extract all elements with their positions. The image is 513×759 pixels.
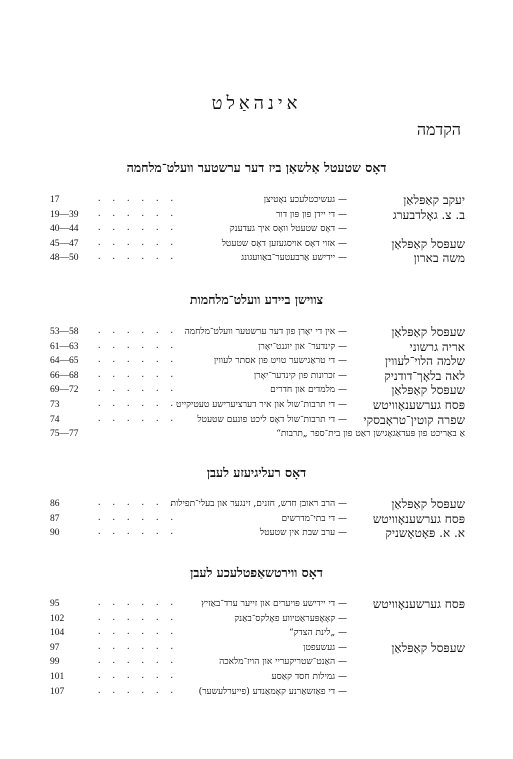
entry-title: — האַנט־שטריקעריי און הויז־מלאכה: [219, 657, 347, 668]
entry-author: פּסח גערשענאָוויטש: [372, 511, 465, 526]
entry-title: — זכרונות פון קינדער־יאָרן: [253, 370, 347, 381]
leader-dots: ......: [98, 526, 185, 538]
entry-title: — געשעפטן: [303, 642, 347, 653]
toc-row: [50, 497, 465, 511]
leader-dots: ......: [98, 611, 185, 623]
page-numbers: 17: [50, 195, 60, 205]
page-numbers: 87: [50, 513, 60, 524]
leader-dots: ......: [98, 251, 185, 263]
entry-author: שעפּסל קאַפּלאַן: [391, 383, 465, 398]
entry-title: אַ באַריכט פון פּעדאַגאָגישן ראַט פון בית־ספר „תרבות“: [276, 429, 465, 440]
page-numbers: 64—65: [50, 356, 79, 367]
page-numbers: 95: [50, 599, 60, 609]
page-numbers: 74: [50, 414, 60, 425]
entry-author: משה בארון: [413, 251, 465, 266]
leader-dots: ......: [98, 655, 185, 667]
toc-row: [50, 193, 465, 207]
leader-dots: ......: [98, 412, 185, 424]
toc-row: [50, 340, 465, 354]
page-numbers: 101: [50, 672, 65, 682]
toc-row: [50, 655, 465, 669]
entry-title: — די יידן פון פּון דור: [275, 209, 347, 220]
entry-author: פּסח גערשענאָוויטש: [372, 398, 465, 412]
toc-row: [50, 526, 465, 540]
leader-dots: ......: [98, 207, 185, 219]
entry-title: — אין די יאָרן פון דער ערשטער וועלט־מלחמה: [184, 327, 347, 337]
entry-title: — הרב ראובן חדש, חזנים, זינגער און בעלי־תפילות: [170, 499, 347, 509]
toc-row: [50, 685, 465, 699]
page-numbers: 73: [50, 400, 60, 410]
toc-row: [50, 398, 465, 412]
toc-row: [50, 641, 465, 655]
leader-dots: ......: [98, 597, 185, 608]
entry-author: לאה בלאָך־דודניק: [384, 368, 465, 383]
toc-row: [50, 354, 465, 368]
page-numbers: 19—39: [50, 209, 79, 220]
toc-row: [50, 325, 465, 339]
section-heading: צווישן ביידע וועלט־מלחמות: [189, 292, 324, 307]
page-numbers: 40—44: [50, 224, 79, 235]
leader-dots: ......: [98, 684, 185, 696]
leader-dots: ......: [98, 368, 185, 380]
entry-title: — די יידישע פּויערים און זייער ערד־באַזיץ: [201, 599, 347, 609]
leader-dots: ......: [98, 640, 185, 652]
page-numbers: 61—63: [50, 341, 79, 352]
toc-row: [50, 369, 465, 383]
leader-dots: ......: [98, 670, 185, 681]
page-numbers: 86: [50, 499, 60, 509]
entry-author: שעפּסל קאַפּלאַן: [391, 497, 465, 511]
entry-author: שעפּסל קאַפּלאַן: [391, 640, 465, 655]
toc-row: [50, 512, 465, 526]
entry-title: — „לינת הצדק“: [288, 628, 347, 639]
toc-row: [50, 626, 465, 640]
entry-author: פּסח גערשענאָוויטש: [372, 597, 465, 611]
section-heading: דאָס ווירטשאַפטלעכע לעבן: [190, 565, 323, 580]
page-numbers: 102: [50, 613, 65, 624]
section-heading: דאָס רעליגיעזע לעבן: [206, 465, 307, 480]
leader-dots: ......: [98, 193, 185, 204]
page-numbers: 97: [50, 642, 60, 653]
toc-row: [50, 251, 465, 265]
entry-title: — די תרבות־שול און איר דערציערישע טעטיקייט: [176, 400, 347, 410]
page-numbers: 75—77: [50, 429, 79, 440]
entry-title: — די תרבות־שול דאָס ליכט פונעם שטעטל: [197, 414, 347, 425]
entry-title: — גמילות חסד קאַסע: [271, 672, 347, 682]
toc-row: [50, 208, 465, 222]
entry-author: שעפּסל קאַפּלאַן: [391, 325, 465, 339]
entry-author: שפרה קוטין־טראָבסקי: [363, 412, 465, 427]
toc-row: [50, 597, 465, 611]
toc-row: [50, 222, 465, 236]
entry-author: שעפּסל קאַפּלאַן: [391, 236, 465, 251]
entry-title: — געשיכטלעכע נאָטיצן: [263, 195, 347, 205]
leader-dots: ......: [98, 398, 185, 409]
section-heading: דאָס שטעטל אַלשאַן ביז דער ערשטער וועלט־מלחמה: [126, 160, 387, 175]
page-numbers: 69—72: [50, 385, 79, 396]
entry-author: אריה גרשוני: [409, 339, 465, 354]
leader-dots: ......: [98, 339, 185, 351]
entry-title: — די טראַגישער טויט פון אסתר לעווין: [213, 356, 347, 367]
toc-row: [50, 427, 465, 441]
leader-dots: ......: [98, 497, 185, 508]
toc-row: [50, 612, 465, 626]
entry-title: — דאָס שטעטל וואָס איך געדענק: [229, 224, 347, 235]
entry-author: שלמה הלוי־לעווין: [384, 354, 465, 369]
leader-dots: ......: [98, 354, 185, 366]
toc-row: [50, 670, 465, 684]
page-numbers: 48—50: [50, 253, 79, 264]
toc-row: [50, 383, 465, 397]
leader-dots: ......: [98, 626, 185, 638]
entry-title: — יידישע אַרבעטער־באַוועגונג: [241, 253, 347, 264]
page-title: אינהאַלט: [211, 93, 302, 114]
entry-title: — אזוי דאָס אויסגעזען דאָס שטעטל: [221, 238, 347, 249]
page-numbers: 53—58: [50, 327, 79, 337]
leader-dots: ......: [98, 325, 185, 336]
entry-title: — די פאַזשאַרנע קאָמאַנדע (פייערלעשער): [198, 686, 347, 697]
toc-row: [50, 237, 465, 251]
leader-dots: ......: [98, 511, 185, 523]
page-numbers: 90: [50, 528, 60, 539]
leader-dots: ......: [98, 236, 185, 248]
entry-author: ב. צ. גאָלדבערג: [392, 207, 465, 222]
toc-row: [50, 413, 465, 427]
entry-title: — קינדער־ און יוגנט־יאָרן: [258, 341, 347, 352]
leader-dots: ......: [98, 383, 185, 395]
leader-dots: ......: [98, 222, 185, 234]
page-numbers: 45—47: [50, 238, 79, 249]
entry-author: א. א. פּאָטאָשניק: [385, 526, 465, 541]
entry-title: — קאָאָפּעראַטיווע פאָלקס־באַנק: [234, 613, 347, 624]
entry-title: — מלמדים און חדרים: [270, 385, 347, 396]
intro-heading: הקדמה: [416, 120, 461, 139]
page-numbers: 107: [50, 686, 65, 697]
page-numbers: 104: [50, 628, 65, 639]
page-numbers: 66—68: [50, 370, 79, 381]
entry-author: יעקב קאַפּלאַן: [403, 193, 465, 207]
entry-title: — ערב שבת אין שטעטל: [259, 528, 347, 539]
page-numbers: 99: [50, 657, 60, 668]
entry-title: — די בתי־מדרשים: [281, 513, 347, 524]
